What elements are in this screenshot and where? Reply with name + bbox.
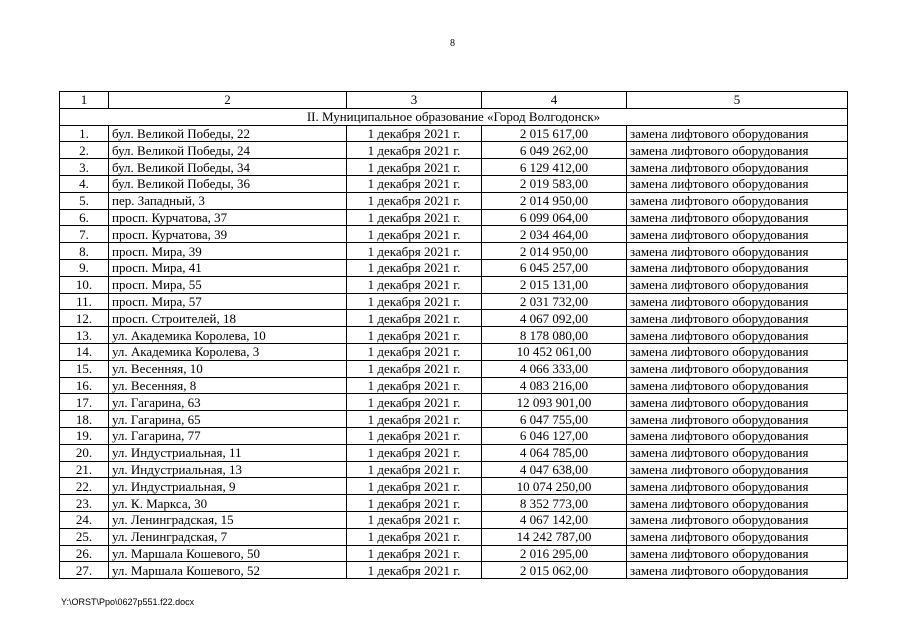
row-number: 9.	[60, 259, 109, 276]
amount-cell: 4 064 785,00	[482, 444, 627, 461]
column-number: 5	[627, 92, 848, 109]
address-cell: ул. Гагарина, 77	[109, 427, 347, 444]
date-cell: 1 декабря 2021 г.	[347, 159, 482, 176]
row-number: 25.	[60, 528, 109, 545]
amount-cell: 2 016 295,00	[482, 545, 627, 562]
row-number: 27.	[60, 562, 109, 579]
work-type-cell: замена лифтового оборудования	[627, 495, 848, 512]
work-type-cell: замена лифтового оборудования	[627, 209, 848, 226]
amount-cell: 2 015 131,00	[482, 276, 627, 293]
table-row	[60, 259, 848, 276]
date-cell: 1 декабря 2021 г.	[347, 310, 482, 327]
address-cell: просп. Мира, 57	[109, 293, 347, 310]
row-number: 17.	[60, 394, 109, 411]
date-cell: 1 декабря 2021 г.	[347, 511, 482, 528]
work-type-cell: замена лифтового оборудования	[627, 243, 848, 260]
amount-cell: 2 014 950,00	[482, 243, 627, 260]
amount-cell: 8 352 773,00	[482, 495, 627, 512]
work-type-cell: замена лифтового оборудования	[627, 360, 848, 377]
row-number: 16.	[60, 377, 109, 394]
amount-cell: 6 046 127,00	[482, 427, 627, 444]
row-number: 18.	[60, 411, 109, 428]
date-cell: 1 декабря 2021 г.	[347, 495, 482, 512]
row-number: 11.	[60, 293, 109, 310]
date-cell: 1 декабря 2021 г.	[347, 427, 482, 444]
table-row	[60, 461, 848, 478]
work-type-cell: замена лифтового оборудования	[627, 192, 848, 209]
date-cell: 1 декабря 2021 г.	[347, 343, 482, 360]
column-number: 2	[109, 92, 347, 109]
date-cell: 1 декабря 2021 г.	[347, 259, 482, 276]
date-cell: 1 декабря 2021 г.	[347, 192, 482, 209]
table-row	[60, 528, 848, 545]
date-cell: 1 декабря 2021 г.	[347, 528, 482, 545]
registry-table	[59, 91, 848, 579]
work-type-cell: замена лифтового оборудования	[627, 142, 848, 159]
address-cell: просп. Строителей, 18	[109, 310, 347, 327]
amount-cell: 12 093 901,00	[482, 394, 627, 411]
column-number: 3	[347, 92, 482, 109]
table-row	[60, 394, 848, 411]
amount-cell: 2 015 062,00	[482, 562, 627, 579]
date-cell: 1 декабря 2021 г.	[347, 461, 482, 478]
amount-cell: 4 067 142,00	[482, 511, 627, 528]
date-cell: 1 декабря 2021 г.	[347, 411, 482, 428]
date-cell: 1 декабря 2021 г.	[347, 562, 482, 579]
table-row	[60, 125, 848, 142]
section-row	[60, 108, 848, 125]
work-type-cell: замена лифтового оборудования	[627, 125, 848, 142]
row-number: 4.	[60, 175, 109, 192]
work-type-cell: замена лифтового оборудования	[627, 444, 848, 461]
amount-cell: 14 242 787,00	[482, 528, 627, 545]
amount-cell: 6 045 257,00	[482, 259, 627, 276]
table-row	[60, 243, 848, 260]
address-cell: ул. Индустриальная, 9	[109, 478, 347, 495]
work-type-cell: замена лифтового оборудования	[627, 427, 848, 444]
date-cell: 1 декабря 2021 г.	[347, 377, 482, 394]
address-cell: просп. Курчатова, 37	[109, 209, 347, 226]
work-type-cell: замена лифтового оборудования	[627, 226, 848, 243]
row-number: 1.	[60, 125, 109, 142]
footer-file-path: Y:\ORST\Ppo\0627p551.f22.docx	[61, 597, 195, 607]
table-row	[60, 478, 848, 495]
table-row	[60, 377, 848, 394]
amount-cell: 4 066 333,00	[482, 360, 627, 377]
work-type-cell: замена лифтового оборудования	[627, 511, 848, 528]
date-cell: 1 декабря 2021 г.	[347, 444, 482, 461]
row-number: 5.	[60, 192, 109, 209]
row-number: 14.	[60, 343, 109, 360]
row-number: 3.	[60, 159, 109, 176]
amount-cell: 2 031 732,00	[482, 293, 627, 310]
table-body	[60, 92, 848, 579]
row-number: 23.	[60, 495, 109, 512]
date-cell: 1 декабря 2021 г.	[347, 327, 482, 344]
amount-cell: 2 034 464,00	[482, 226, 627, 243]
table-row	[60, 545, 848, 562]
work-type-cell: замена лифтового оборудования	[627, 478, 848, 495]
address-cell: ул. Весенняя, 10	[109, 360, 347, 377]
date-cell: 1 декабря 2021 г.	[347, 293, 482, 310]
amount-cell: 2 015 617,00	[482, 125, 627, 142]
address-cell: ул. Академика Королева, 3	[109, 343, 347, 360]
amount-cell: 4 083 216,00	[482, 377, 627, 394]
row-number: 6.	[60, 209, 109, 226]
address-cell: просп. Курчатова, 39	[109, 226, 347, 243]
work-type-cell: замена лифтового оборудования	[627, 259, 848, 276]
page-number: 8	[450, 38, 455, 49]
date-cell: 1 декабря 2021 г.	[347, 545, 482, 562]
date-cell: 1 декабря 2021 г.	[347, 226, 482, 243]
address-cell: ул. Гагарина, 63	[109, 394, 347, 411]
work-type-cell: замена лифтового оборудования	[627, 562, 848, 579]
row-number: 2.	[60, 142, 109, 159]
table-row	[60, 562, 848, 579]
address-cell: бул. Великой Победы, 34	[109, 159, 347, 176]
row-number: 15.	[60, 360, 109, 377]
table-row	[60, 175, 848, 192]
work-type-cell: замена лифтового оборудования	[627, 377, 848, 394]
work-type-cell: замена лифтового оборудования	[627, 394, 848, 411]
row-number: 24.	[60, 511, 109, 528]
row-number: 20.	[60, 444, 109, 461]
address-cell: ул. Гагарина, 65	[109, 411, 347, 428]
amount-cell: 6 129 412,00	[482, 159, 627, 176]
row-number: 26.	[60, 545, 109, 562]
amount-cell: 6 049 262,00	[482, 142, 627, 159]
date-cell: 1 декабря 2021 г.	[347, 209, 482, 226]
table-row	[60, 310, 848, 327]
work-type-cell: замена лифтового оборудования	[627, 327, 848, 344]
address-cell: ул. Весенняя, 8	[109, 377, 347, 394]
address-cell: просп. Мира, 39	[109, 243, 347, 260]
address-cell: бул. Великой Победы, 22	[109, 125, 347, 142]
address-cell: бул. Великой Победы, 24	[109, 142, 347, 159]
date-cell: 1 декабря 2021 г.	[347, 142, 482, 159]
table-row	[60, 427, 848, 444]
table-row	[60, 276, 848, 293]
address-cell: ул. Академика Королева, 10	[109, 327, 347, 344]
amount-cell: 4 067 092,00	[482, 310, 627, 327]
address-cell: бул. Великой Победы, 36	[109, 175, 347, 192]
amount-cell: 2 014 950,00	[482, 192, 627, 209]
work-type-cell: замена лифтового оборудования	[627, 411, 848, 428]
address-cell: просп. Мира, 55	[109, 276, 347, 293]
work-type-cell: замена лифтового оборудования	[627, 343, 848, 360]
date-cell: 1 декабря 2021 г.	[347, 478, 482, 495]
date-cell: 1 декабря 2021 г.	[347, 394, 482, 411]
table-row	[60, 495, 848, 512]
amount-cell: 10 074 250,00	[482, 478, 627, 495]
work-type-cell: замена лифтового оборудования	[627, 276, 848, 293]
date-cell: 1 декабря 2021 г.	[347, 175, 482, 192]
table-row	[60, 159, 848, 176]
amount-cell: 2 019 583,00	[482, 175, 627, 192]
column-number-row	[60, 92, 848, 109]
date-cell: 1 декабря 2021 г.	[347, 276, 482, 293]
row-number: 7.	[60, 226, 109, 243]
amount-cell: 4 047 638,00	[482, 461, 627, 478]
table-row	[60, 142, 848, 159]
row-number: 8.	[60, 243, 109, 260]
column-number: 1	[60, 92, 109, 109]
row-number: 21.	[60, 461, 109, 478]
address-cell: просп. Мира, 41	[109, 259, 347, 276]
row-number: 22.	[60, 478, 109, 495]
work-type-cell: замена лифтового оборудования	[627, 293, 848, 310]
table-row	[60, 226, 848, 243]
amount-cell: 6 047 755,00	[482, 411, 627, 428]
address-cell: ул. Индустриальная, 11	[109, 444, 347, 461]
work-type-cell: замена лифтового оборудования	[627, 159, 848, 176]
date-cell: 1 декабря 2021 г.	[347, 243, 482, 260]
work-type-cell: замена лифтового оборудования	[627, 175, 848, 192]
work-type-cell: замена лифтового оборудования	[627, 461, 848, 478]
table-row	[60, 360, 848, 377]
date-cell: 1 декабря 2021 г.	[347, 360, 482, 377]
amount-cell: 10 452 061,00	[482, 343, 627, 360]
address-cell: ул. Маршала Кошевого, 52	[109, 562, 347, 579]
address-cell: ул. Ленинградская, 15	[109, 511, 347, 528]
column-number: 4	[482, 92, 627, 109]
address-cell: ул. Ленинградская, 7	[109, 528, 347, 545]
row-number: 10.	[60, 276, 109, 293]
table-row	[60, 209, 848, 226]
table-row	[60, 343, 848, 360]
amount-cell: 6 099 064,00	[482, 209, 627, 226]
section-title: II. Муниципальное образование «Город Волгодонск»	[60, 108, 848, 125]
row-number: 13.	[60, 327, 109, 344]
work-type-cell: замена лифтового оборудования	[627, 310, 848, 327]
date-cell: 1 декабря 2021 г.	[347, 125, 482, 142]
work-type-cell: замена лифтового оборудования	[627, 545, 848, 562]
table-row	[60, 327, 848, 344]
table-row	[60, 411, 848, 428]
address-cell: ул. Индустриальная, 13	[109, 461, 347, 478]
table-row	[60, 293, 848, 310]
table-row	[60, 444, 848, 461]
amount-cell: 8 178 080,00	[482, 327, 627, 344]
row-number: 12.	[60, 310, 109, 327]
table-row	[60, 192, 848, 209]
address-cell: ул. Маршала Кошевого, 50	[109, 545, 347, 562]
address-cell: пер. Западный, 3	[109, 192, 347, 209]
table-row	[60, 511, 848, 528]
address-cell: ул. К. Маркса, 30	[109, 495, 347, 512]
row-number: 19.	[60, 427, 109, 444]
work-type-cell: замена лифтового оборудования	[627, 528, 848, 545]
